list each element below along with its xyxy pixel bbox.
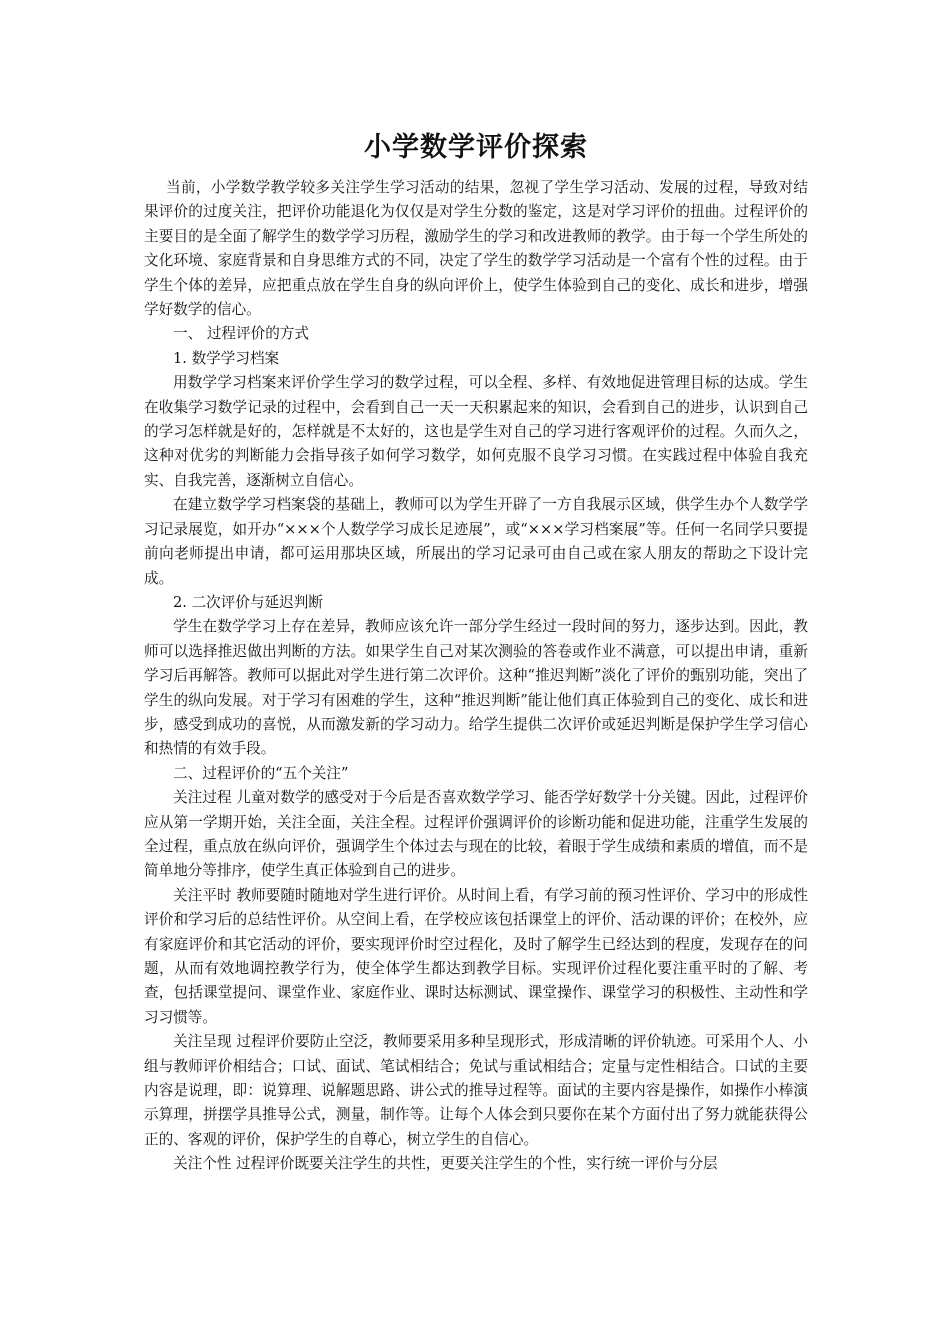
intro-paragraph: 当前，小学数学教学较多关注学生学习活动的结果，忽视了学生学习活动、发展的过程，导致对结果评价的过度关注，把评价功能退化为仅仅是对学生分数的鉴定，这是对学习评价的扭曲。过程评价的主要目的是全面了解学生的数学学习历程，激励学生的学习和改进教师的教学。由于每一个学生所处的文化环境、家庭背景和自身思维方式的不同，决定了学生的数学学习活动是一个富有个性的过程。由于学生个体的差异，应把重点放在学生自身的纵向评价上，使学生体验到自己的变化、成长和进步，增强学好数学的信心。	[144, 179, 808, 319]
body-paragraph: 关注呈现 过程评价要防止空泛，教师要采用多种呈现形式，形成清晰的评价轨迹。可采用个人、小组与教师评价相结合；口试、面试、笔试相结合；免试与重试相结合；定量与定性相结合。口试的主要内容是说理，即：说算理、说解题思路、讲公式的推导过程等。面试的主要内容是操作，如操作小棒演示算理，拼摆学具推导公式，测量，制作等。让每个人体会到只要你在某个方面付出了努力就能获得公正的、客观的评价，保护学生的自尊心，树立学生的自信心。	[144, 1033, 808, 1148]
body-paragraph: 关注个性 过程评价既要关注学生的共性，更要关注学生的个性，实行统一评价与分层	[173, 1155, 718, 1173]
document-page	[144, 128, 808, 1177]
document-title: 小学数学评价探索	[364, 132, 588, 163]
section-heading-2: 二、过程评价的“五个关注”	[173, 764, 349, 782]
document-body	[144, 176, 808, 1177]
subsection-heading-1: 1. 数学学习档案	[173, 349, 280, 367]
body-paragraph: 在建立数学学习档案袋的基础上，教师可以为学生开辟了一方自我展示区域，供学生办个人数学学习记录展览，如开办“×××个人数学学习成长足迹展”，或“×××学习档案展”等。任何一名同学只要提前向老师提出申请，都可运用那块区域，所展出的学习记录可由自己或在家人朋友的帮助之下设计完成。	[144, 496, 808, 587]
body-paragraph: 关注平时 教师要随时随地对学生进行评价。从时间上看，有学习前的预习性评价、学习中的形成性评价和学习后的总结性评价。从空间上看，在学校应该包括课堂上的评价、活动课的评价；在校外，应有家庭评价和其它活动的评价，要实现评价时空过程化，及时了解学生已经达到的程度，发现存在的问题，从而有效地调控教学行为，使全体学生都达到教学目标。实现评价过程化要注重平时的了解、考查，包括课堂提问、课堂作业、家庭作业、课时达标测试、课堂操作、课堂学习的积极性、主动性和学习习惯等。	[144, 886, 808, 1026]
body-paragraph: 关注过程 儿童对数学的感受对于今后是否喜欢数学学习、能否学好数学十分关键。因此，过程评价应从第一学期开始，关注全面，关注全程。过程评价强调评价的诊断功能和促进功能，注重学生发展的全过程，重点放在纵向评价，强调学生个体过去与现在的比较，着眼于学生成绩和素质的增值，而不是简单地分等排序，使学生真正体验到自己的进步。	[144, 789, 808, 880]
section-heading-1: 一、 过程评价的方式	[173, 325, 309, 343]
subsection-heading-2: 2. 二次评价与延迟判断	[173, 593, 323, 611]
body-paragraph: 用数学学习档案来评价学生学习的数学过程，可以全程、多样、有效地促进管理目标的达成。学生在收集学习数学记录的过程中，会看到自己一天一天积累起来的知识，会看到自己的进步，认识到自己的学习怎样就是好的，怎样就是不太好的，这也是学生对自己的学习进行客观评价的过程。久而久之，这种对优劣的判断能力会指导孩子如何学习数学，如何克服不良学习习惯。在实践过程中体验自我充实、自我完善，逐渐树立自信心。	[144, 374, 808, 489]
body-paragraph: 学生在数学学习上存在差异，教师应该允许一部分学生经过一段时间的努力，逐步达到。因此，教师可以选择推迟做出判断的方法。如果学生自己对某次测验的答卷或作业不满意，可以提出申请，重新学习后再解答。教师可以据此对学生进行第二次评价。这种“推迟判断”淡化了评价的甄别功能，突出了学生的纵向发展。对于学习有困难的学生，这种“推迟判断”能让他们真正体验到自己的变化、成长和进步，感受到成功的喜悦，从而激发新的学习动力。给学生提供二次评价或延迟判断是保护学生学习信心和热情的有效手段。	[144, 618, 808, 758]
